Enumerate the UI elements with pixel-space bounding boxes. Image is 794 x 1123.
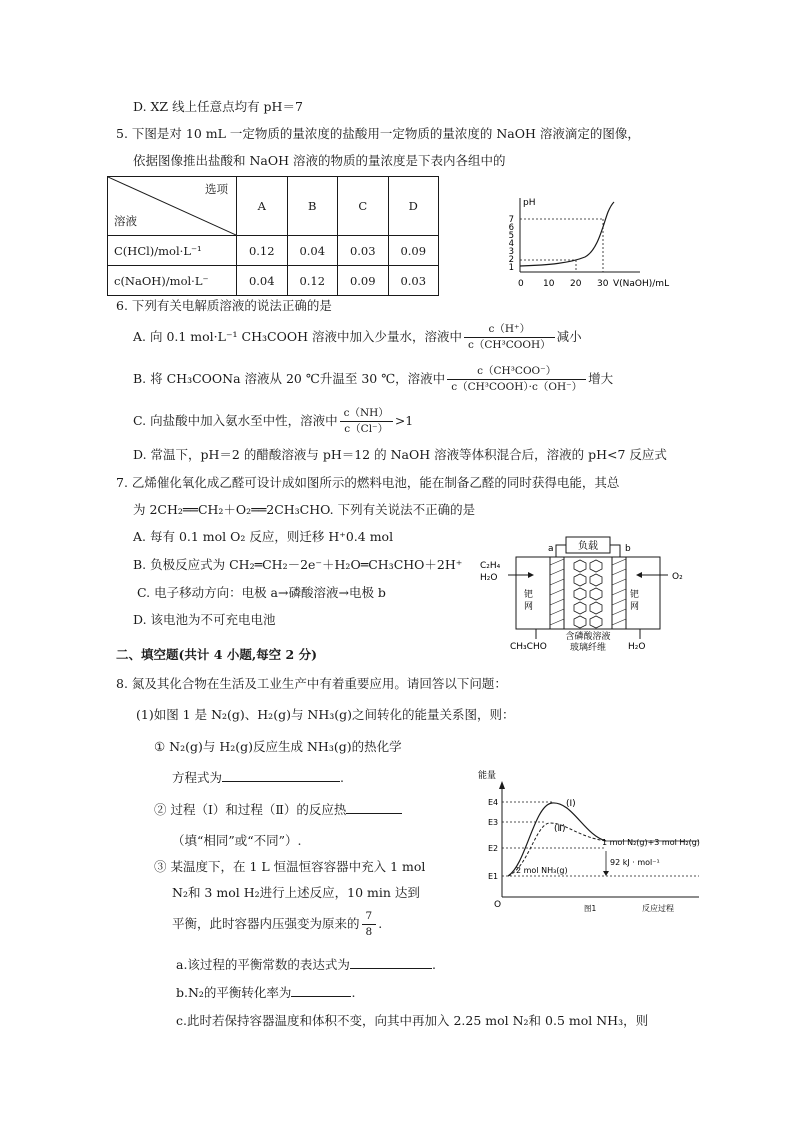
section-heading: 二、填空题(共计 4 小题,每空 2 分) <box>116 647 317 662</box>
table-cell: 0.12 <box>287 266 338 296</box>
electrolyte-label-1: 含磷酸溶液 <box>565 632 611 642</box>
x-axis-label: V(NaOH)/mL <box>613 279 670 289</box>
y-tick: 2 <box>508 255 514 265</box>
x-tick: 10 <box>543 279 555 289</box>
fraction-numerator: c（CH³COO⁻） <box>447 364 586 380</box>
curve2-label: (Ⅱ) <box>554 824 566 834</box>
pd-label-right-2: 网 <box>630 602 640 612</box>
figure-caption: 图1 <box>584 904 597 913</box>
electrode-a-label: a <box>548 544 554 554</box>
energy-level-label: E2 <box>488 844 499 853</box>
outlet-h2o-label: H₂O <box>628 642 646 652</box>
pd-label-left-1: 钯 <box>524 590 534 600</box>
corner-bottom-label: 溶液 <box>114 214 137 228</box>
pd-label-right-1: 钯 <box>630 590 640 600</box>
item-text: a.该过程的平衡常数的表达式为 <box>176 957 350 972</box>
pd-mesh-left <box>550 557 564 629</box>
energy-profile-figure <box>474 765 714 913</box>
answer-blank[interactable] <box>346 801 402 814</box>
y-axis-label: pH <box>523 198 536 208</box>
item-text: ② 过程（Ⅰ）和过程（Ⅱ）的反应热 <box>154 802 347 817</box>
electrolyte-label-2: 玻璃纤维 <box>569 643 607 653</box>
wire-right <box>610 545 620 557</box>
row-label: C(HCl)/mol·L⁻¹ <box>108 236 237 266</box>
q6-option-d: D. 常温下，pH＝2 的醋酸溶液与 pH＝12 的 NaOH 溶液等体积混合后，溶液的 pH<7 反应式 <box>133 447 667 462</box>
q7-option-b: B. 负极反应式为 CH₂═CH₂－2e⁻＋H₂O═CH₃CHO＋2H⁺ <box>133 557 463 572</box>
option-c-text: C. 向盐酸中加入氨水至中性，溶液中 <box>133 413 338 428</box>
item-text: 平衡，此时容器内压强变为原来的 <box>172 916 360 931</box>
x-tick: 20 <box>570 279 582 289</box>
reactants-label: 1 mol N₂(g)+3 mol H₂(g) <box>602 838 700 847</box>
x-tick: 30 <box>597 279 609 289</box>
table-corner-cell <box>108 177 237 236</box>
option-a-end: 减小 <box>556 329 582 344</box>
inlet-h2o-label: H₂O <box>480 573 498 583</box>
curve1-label: (Ⅰ) <box>566 799 576 809</box>
table-header: B <box>287 177 338 236</box>
table-cell: 0.09 <box>388 236 439 266</box>
inlet-c2h4-label: C₂H₄ <box>480 561 501 571</box>
q8-question-c: c.此时若保持容器温度和体积不变，向其中再加入 2.25 mol N₂和 0.5 mol NH₃，则 <box>176 1013 649 1028</box>
item-text: 方程式为 <box>172 770 223 785</box>
y-tick: 5 <box>508 231 514 241</box>
q8-item2-line2: （填“相同”或“不同”）. <box>172 833 302 848</box>
q6-option-c <box>133 406 413 437</box>
table-cell: 0.04 <box>287 236 338 266</box>
ratio-fraction <box>447 364 586 395</box>
table-cell: 0.09 <box>338 266 389 296</box>
table-header: A <box>237 177 288 236</box>
q8-item1-line1: ① N₂(g)与 H₂(g)反应生成 NH₃(g)的热化学 <box>154 739 402 754</box>
row-label: c(NaOH)/mol·L⁻ <box>108 266 237 296</box>
table-cell: 0.04 <box>237 266 288 296</box>
fraction-denominator: c（Cl⁻） <box>344 423 389 435</box>
q4-option-d: D. XZ 线上任意点均有 pH＝7 <box>133 99 303 114</box>
y-tick: 7 <box>508 215 514 225</box>
q8-question-b: b.N₂的平衡转化率为 . <box>176 985 356 1000</box>
y-axis-label: 能量 <box>478 771 497 781</box>
q8-stem: 8. 氮及其化合物在生活及工业生产中有着重要应用。请回答以下问题： <box>116 676 507 691</box>
q8-item3-line2: N₂和 3 mol H₂进行上述反应，10 min 达到 <box>172 885 420 900</box>
table-header: C <box>338 177 389 236</box>
arrow-head <box>603 871 609 876</box>
q5-stem-line1: 5. 下图是对 10 mL 一定物质的量浓度的盐酸用一定物质的量浓度的 NaOH 溶液滴定的图像， <box>116 126 640 141</box>
delta-h-label: 92 kJ · mol⁻¹ <box>610 858 660 867</box>
load-label: 负载 <box>578 541 598 552</box>
x-axis-label: 反应过程 <box>642 904 674 913</box>
corner-top-label: 选项 <box>205 182 228 196</box>
y-tick: 3 <box>508 247 514 257</box>
item-text: b.N₂的平衡转化率为 <box>176 985 292 1000</box>
option-c-end: >1 <box>394 413 414 428</box>
pressure-fraction <box>362 909 377 940</box>
x-tick: 0 <box>518 279 524 289</box>
ratio-fraction <box>340 406 393 437</box>
q8-item3-line1: ③ 某温度下，在 1 L 恒温恒容容器中充入 1 mol <box>154 859 426 874</box>
products-label: 2 mol NH₃(g) <box>516 866 568 875</box>
answer-blank[interactable] <box>350 956 432 969</box>
energy-level-label: E1 <box>488 872 499 881</box>
q8-question-a: a.该过程的平衡常数的表达式为 . <box>176 957 436 972</box>
titration-curve <box>520 202 614 266</box>
option-b-text: B. 将 CH₃COONa 溶液从 20 ℃升温至 30 ℃，溶液中 <box>133 371 446 386</box>
table-row <box>108 236 439 266</box>
q8-item3-line3: 平衡，此时容器内压强变为原来的 $\frac{7}{8}$ . <box>172 910 383 938</box>
q7-option-a: A. 每有 0.1 mol O₂ 反应，则迁移 H⁺0.4 mol <box>133 529 394 544</box>
titration-curve-figure <box>500 190 700 298</box>
fraction-numerator: 7 <box>362 909 377 925</box>
q7-stem-line2: 为 2CH₂══CH₂＋O₂══2CH₃CHO. 下列有关说法不正确的是 <box>133 502 476 517</box>
q7-stem-line1: 7. 乙烯催化氧化成乙醛可设计成如图所示的燃料电池，能在制备乙醛的同时获得电能，其总 <box>116 475 620 490</box>
q7-option-c: C. 电子移动方向：电极 a→磷酸溶液→电极 b <box>137 585 386 600</box>
pd-label-left-2: 网 <box>524 602 534 612</box>
q6-option-b <box>133 364 613 395</box>
fuel-cell-diagram <box>478 535 698 653</box>
table-row <box>108 266 439 296</box>
ratio-fraction <box>464 322 555 353</box>
q8-item2-line1 <box>154 800 402 818</box>
fraction-denominator: c（CH³COOH） <box>467 339 551 351</box>
table-cell: 0.03 <box>388 266 439 296</box>
table-cell: 0.03 <box>338 236 389 266</box>
fraction-numerator: c（NH） <box>340 406 393 422</box>
answer-blank[interactable] <box>222 769 340 782</box>
outlet-ch3cho-label: CH₃CHO <box>510 642 547 652</box>
q6-stem: 6. 下列有关电解质溶液的说法正确的是 <box>116 298 332 313</box>
q7-option-d: D. 该电池为不可充电电池 <box>133 612 276 627</box>
y-tick: 1 <box>508 263 514 273</box>
pd-mesh-right <box>612 557 626 629</box>
q8-sub1: (1)如图 1 是 N₂(g)、H₂(g)与 NH₃(g)之间转化的能量关系图，则： <box>136 707 515 722</box>
y-tick: 6 <box>508 223 514 233</box>
electrode-b-label: b <box>625 544 631 554</box>
fraction-denominator: c（CH³COOH）·c（OH⁻） <box>451 381 583 393</box>
table-cell: 0.12 <box>237 236 288 266</box>
energy-level-label: E3 <box>488 818 499 827</box>
fraction-numerator: c（H⁺） <box>464 322 555 338</box>
wire-left <box>556 545 566 557</box>
y-tick: 4 <box>508 239 514 249</box>
inlet-o2-label: O₂ <box>672 572 683 582</box>
q5-stem-line2: 依据图像推出盐酸和 NaOH 溶液的物质的量浓度是下表内各组中的 <box>133 153 506 168</box>
answer-blank[interactable] <box>291 984 351 997</box>
q6-option-a <box>133 322 582 353</box>
q5-options-table <box>107 176 439 296</box>
fraction-denominator: 8 <box>365 926 373 938</box>
arrow-head <box>499 781 505 789</box>
option-a-text: A. 向 0.1 mol·L⁻¹ CH₃COOH 溶液中加入少量水，溶液中 <box>133 329 462 344</box>
table-header: D <box>388 177 439 236</box>
q8-item1-line2: 方程式为 . <box>172 770 344 785</box>
origin-label: O <box>494 900 502 910</box>
option-b-end: 增大 <box>588 371 614 386</box>
energy-level-label: E4 <box>488 798 499 807</box>
